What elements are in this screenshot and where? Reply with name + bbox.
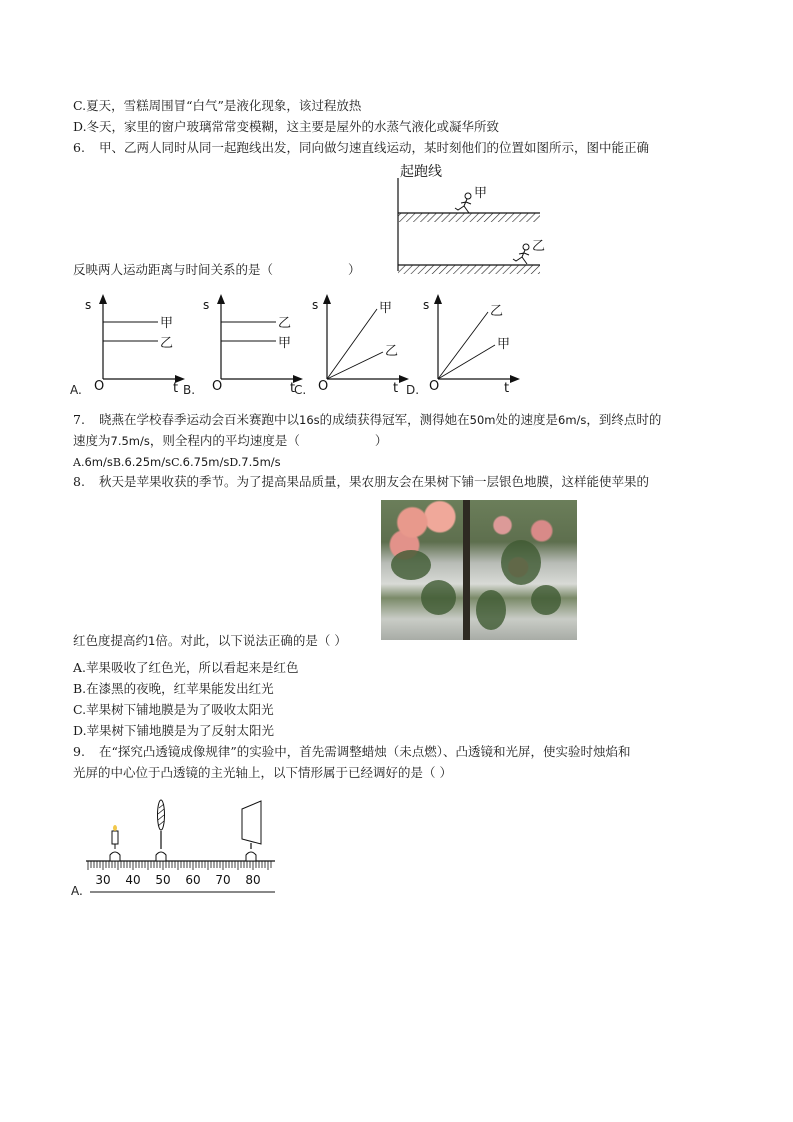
- q9-number: 9.: [73, 744, 85, 759]
- runner-b-label: 乙: [532, 239, 546, 254]
- runner-a-icon: [455, 193, 471, 213]
- q7-option-b: 6.25m/s: [124, 455, 172, 469]
- q7-text: ，则全程内的平均速度是（ ）: [149, 433, 388, 448]
- q8-stem-line1: [73, 474, 649, 490]
- q7-option-b-letter: B.: [112, 456, 125, 469]
- q9-option-a-letter: A.: [71, 884, 83, 898]
- svg-text:C.: C.: [294, 383, 307, 397]
- q8-option-b: B.在漆黑的夜晚，红苹果能发出红光: [73, 681, 274, 696]
- q7-option-c-letter: C.: [171, 456, 183, 469]
- q7-text: 处的速度是: [495, 412, 559, 427]
- svg-text:O: O: [318, 379, 329, 394]
- svg-text:70: 70: [215, 873, 231, 887]
- svg-text:s: s: [423, 298, 430, 312]
- svg-text:O: O: [94, 379, 105, 394]
- q7-option-a-letter: A.: [73, 456, 85, 469]
- q5-option-d: D.冬天，家里的窗户玻璃常常变模糊，这主要是屋外的水蒸气液化或凝华所致: [73, 119, 500, 134]
- q7-text: 晓燕在学校春季运动会百米赛跑中以: [99, 412, 300, 427]
- graph-option-d: [406, 294, 520, 397]
- q6-stem-line1: [73, 140, 649, 156]
- q9-option-a-bench: [70, 798, 285, 898]
- q7-stem-line1: [73, 412, 661, 428]
- q7-options: [73, 454, 281, 471]
- q7-option-d: 7.5m/s: [241, 455, 281, 469]
- q6-track-figure: [385, 158, 555, 278]
- q6-stem-line2: 反映两人运动距离与时间关系的是（ ）: [73, 262, 361, 277]
- q9-stem-text: 在“探究凸透镜成像规律”的实验中，首先需调整蜡烛（未点燃）、凸透镜和光屏，使实验时烛焰和: [99, 744, 631, 759]
- svg-text:乙: 乙: [490, 304, 504, 319]
- q8-option-d: D.苹果树下铺地膜是为了反射太阳光: [73, 723, 275, 738]
- q8-option-a: A.苹果吸收了红色光，所以看起来是红色: [73, 660, 299, 675]
- svg-text:40: 40: [125, 873, 141, 887]
- q7-distance: 50m: [469, 413, 496, 427]
- convex-lens-icon: [156, 800, 166, 861]
- q7-speed-mid: 6m/s: [558, 413, 587, 427]
- q7-speed-end: 7.5m/s: [110, 434, 150, 448]
- q7-number: 7.: [73, 412, 85, 427]
- svg-text:甲: 甲: [160, 316, 174, 331]
- runner-b-icon: [513, 244, 529, 264]
- apple-orchard-photo: [381, 500, 577, 640]
- q8-stem-line2: [73, 633, 347, 649]
- q7-text: 的成绩获得冠军，测得她在: [319, 412, 470, 427]
- q9-stem-line2: 光屏的中心位于凸透镜的主光轴上，以下情形属于已经调好的是（ ）: [73, 765, 452, 780]
- q7-option-d-letter: D.: [229, 456, 242, 469]
- svg-text:80: 80: [245, 873, 261, 887]
- svg-text:60: 60: [185, 873, 201, 887]
- svg-text:s: s: [312, 298, 319, 312]
- q5-option-c: C.夏天，雪糕周围冒“白气”是液化现象，该过程放热: [73, 98, 362, 113]
- svg-text:t: t: [504, 381, 510, 396]
- light-screen-icon: [242, 801, 261, 861]
- svg-text:t: t: [173, 381, 179, 396]
- q6-stem-text: 甲、乙两人同时从同一起跑线出发，同向做匀速直线运动，某时刻他们的位置如图所示，图中能正确: [99, 140, 650, 155]
- q8-text: 倍。对此，以下说法正确的是（ ）: [155, 633, 347, 648]
- svg-text:s: s: [85, 298, 92, 312]
- q6-options-graphs: [70, 292, 530, 397]
- q8-stem-text: 秋天是苹果收获的季节。为了提高果品质量，果农朋友会在果树下铺一层银色地膜，这样能使苹果的: [99, 474, 650, 489]
- svg-text:乙: 乙: [160, 336, 174, 351]
- q6-number: 6.: [73, 140, 85, 155]
- svg-text:甲: 甲: [379, 301, 393, 316]
- svg-text:t: t: [290, 381, 296, 396]
- svg-text:甲: 甲: [278, 336, 292, 351]
- candle-icon: [110, 825, 120, 861]
- svg-text:甲: 甲: [497, 337, 511, 352]
- svg-text:B.: B.: [183, 383, 196, 397]
- svg-text:50: 50: [155, 873, 171, 887]
- svg-text:A.: A.: [70, 383, 82, 397]
- q7-stem-line2: [73, 433, 387, 449]
- graph-option-b: [183, 294, 303, 397]
- svg-text:D.: D.: [406, 383, 420, 397]
- q7-option-c: 6.75m/s: [182, 455, 230, 469]
- svg-text:O: O: [212, 379, 223, 394]
- q8-option-c: C.苹果树下铺地膜是为了吸收太阳光: [73, 702, 274, 717]
- q9-stem-line1: [73, 744, 631, 760]
- svg-text:s: s: [203, 298, 210, 312]
- q8-number-1: 1: [148, 634, 156, 648]
- runner-a-label: 甲: [474, 186, 488, 201]
- svg-text:t: t: [393, 381, 399, 396]
- q7-option-a: 6m/s: [84, 455, 113, 469]
- q8-text: 红色度提高约: [73, 633, 149, 648]
- start-line-label: 起跑线: [400, 164, 442, 180]
- q7-time: 16s: [299, 413, 320, 427]
- svg-text:O: O: [429, 379, 440, 394]
- graph-option-a: [70, 294, 185, 397]
- q7-text: ，到终点时的: [586, 412, 662, 427]
- svg-text:30: 30: [95, 873, 111, 887]
- svg-text:乙: 乙: [385, 344, 399, 359]
- svg-text:乙: 乙: [278, 316, 292, 331]
- q7-text: 速度为: [73, 433, 111, 448]
- q8-number: 8.: [73, 474, 85, 489]
- graph-option-c: [294, 294, 409, 397]
